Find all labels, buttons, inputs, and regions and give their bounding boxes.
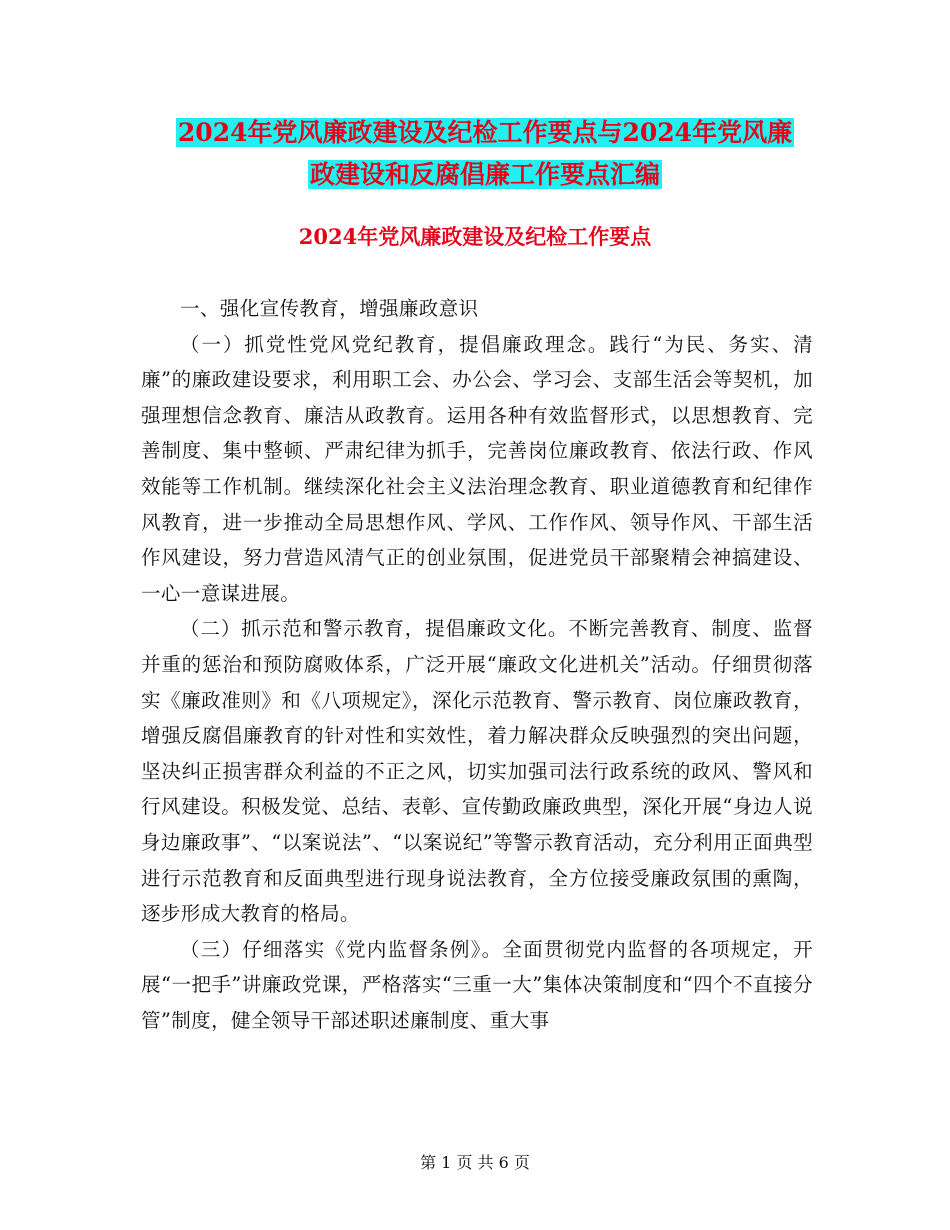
document-body: [141, 291, 813, 1038]
page-footer: 第 1 页 共 6 页: [420, 1153, 530, 1172]
paragraph-1: （一）抓党性党风党纪教育，提倡廉政理念。践行“为民、务实、清廉”的廉政建设要求，利用职工会、办公会、学习会、支部生活会等契机，加强理想信念教育、廉洁从政教育。运用各种有效监督形式，以思想教育、完善制度、集中整顿、严肃纪律为抓手，完善岗位廉政教育、依法行政、作风效能等工作机制。继续深化社会主义法治理念教育、职业道德教育和纪律作风教育，进一步推动全局思想作风、学风、工作作风、领导作风、干部生活作风建设，努力营造风清气正的创业氛围，促进党员干部聚精会神搞建设、一心一意谋进展。: [141, 332, 813, 605]
paragraph-3: （三）仔细落实《党内监督条例》。全面贯彻党内监督的各项规定，开展“一把手”讲廉政党课，严格落实“三重一大”集体决策制度和“四个不直接分管”制度，健全领导干部述职述廉制度、重大事: [141, 937, 813, 1032]
section-title: 2024年党风廉政建设及纪检工作要点: [298, 224, 652, 249]
paragraph-2: （二）抓示范和警示教育，提倡廉政文化。不断完善教育、制度、监督并重的惩治和预防腐败体系，广泛开展“廉政文化进机关”活动。仔细贯彻落实《廉政准则》和《八项规定》，深化示范教育、警示教育、岗位廉政教育，增强反腐倡廉教育的针对性和实效性，着力解决群众反映强烈的突出问题，坚决纠正损害群众利益的不正之风，切实加强司法行政系统的政风、警风和行风建设。积极发觉、总结、表彰、宣传勤政廉政典型，深化开展“身边人说身边廉政事”、“以案说法”、“以案说纪”等警示教育活动，充分利用正面典型进行示范教育和反面典型进行现身说法教育，全方位接受廉政氛围的熏陶，逐步形成大教育的格局。: [141, 617, 813, 926]
document-title: [140, 112, 830, 196]
title-line-1: 2024年党风廉政建设及纪检工作要点与2024年党风廉: [177, 118, 793, 147]
paragraph-heading-1: 一、强化宣传教育，增强廉政意识: [180, 297, 479, 320]
title-line-2: 政建设和反腐倡廉工作要点汇编: [309, 160, 660, 189]
